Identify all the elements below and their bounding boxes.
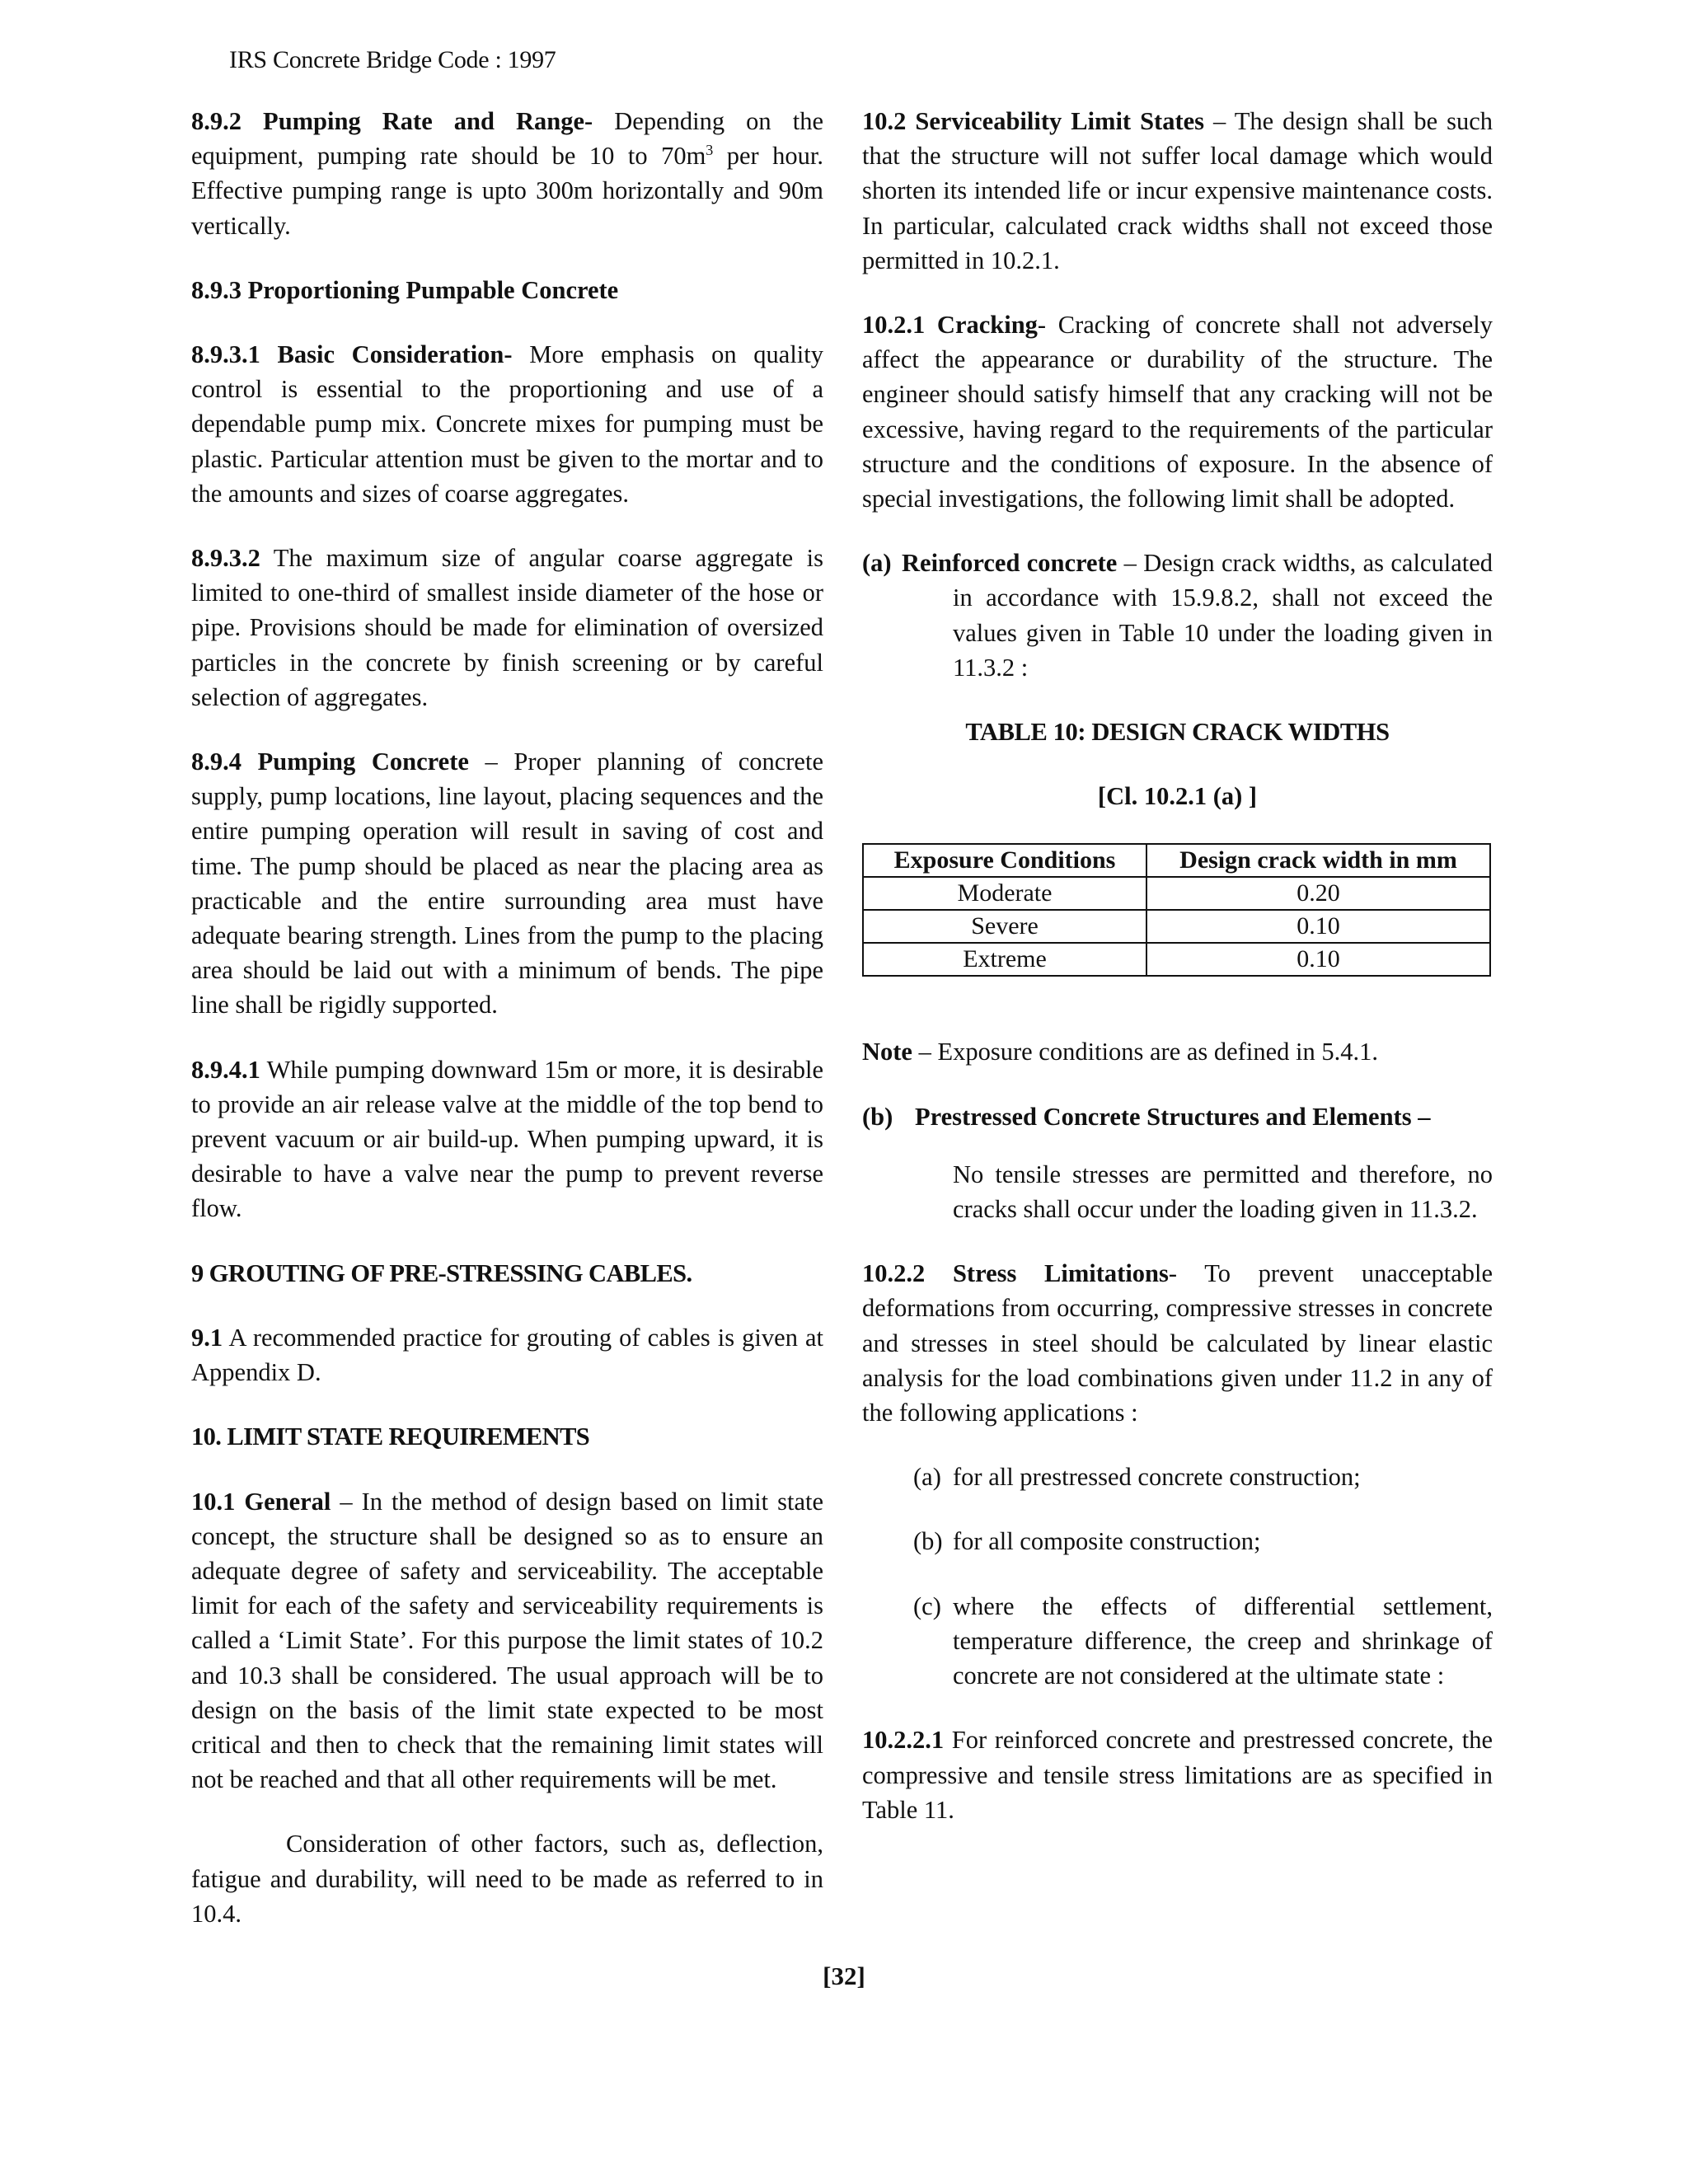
table-row xyxy=(863,877,1490,910)
table-cell: 0.10 xyxy=(1146,910,1490,943)
section-title: 8.9.3.2 xyxy=(191,544,260,573)
section-8-9-3-2 xyxy=(191,541,823,715)
note xyxy=(862,1034,1493,1069)
section-8-9-4-1 xyxy=(191,1052,823,1226)
section-10-2-2 xyxy=(862,1256,1493,1430)
section-text: Depending on the equipment, pumping rate should be 10 to 70m xyxy=(191,107,823,171)
table-reference: [Cl. 10.2.1 (a) ] xyxy=(1097,782,1258,811)
section-title: 8.9.4.1 xyxy=(191,1055,260,1084)
application-item xyxy=(862,1460,1493,1494)
section-10-1 xyxy=(191,1484,823,1797)
page-number: [32] xyxy=(823,1961,865,1990)
running-header: IRS Concrete Bridge Code : 1997 xyxy=(229,46,556,73)
section-text: – Proper planning of concrete supply, pump locations, line layout, placing sequences and the entire pumping operation will result in saving of cost and time. The pump should be placed as near the placing area as practicable and the entire surrounding area must have adequate bearing strength. Lines from the pump to the placing area should be laid out with a minimum of bends. The pipe line shall be rigidly supported. xyxy=(191,748,823,1019)
item-text: for all composite construction; xyxy=(953,1527,1261,1556)
table-cell: Severe xyxy=(863,910,1146,943)
section-title: 10.2 Serviceability Limit States xyxy=(862,107,1205,135)
note-title: Note xyxy=(862,1038,912,1066)
section-text: More emphasis on quality control is essential to the proportioning and use of a dependable pump mix. Concrete mixes for pumping must be plastic. Particular attention must be given to the mortar and to the amounts and sizes of coarse aggregates. xyxy=(191,340,823,508)
section-text: While pumping downward 15m or more, it is desirable to provide an air release valve at the middle of the top bend to prevent vacuum or air build-up. When pumping upward, it is desirable to have a valve near the pump to prevent reverse flow. xyxy=(191,1055,823,1223)
table-cell: Moderate xyxy=(863,877,1146,910)
section-text: per hour. Effective pumping range is upto 300m horizontally and 90m vertically. xyxy=(191,142,823,240)
table-row xyxy=(863,943,1490,976)
application-item xyxy=(862,1524,1493,1558)
item-text: where the effects of differential settlement, temperature difference, the creep and shrinkage of concrete are not considered at the ultimate state : xyxy=(953,1591,1493,1690)
section-title: 10.2.2.1 xyxy=(862,1726,945,1755)
item-prestressed-text: No tensile stresses are permitted and therefore, no cracks shall occur under the loading given in 11.3.2. xyxy=(953,1160,1493,1224)
section-text: For reinforced concrete and prestressed concrete, the compressive and tensile stress limitations are as specified in Table 11. xyxy=(862,1726,1493,1824)
table-header-row xyxy=(863,844,1490,877)
item-prestressed-concrete xyxy=(862,1099,1493,1134)
table-row xyxy=(863,910,1490,943)
section-title: 8.9.4 Pumping Concrete xyxy=(191,748,469,776)
table-header-cell: Design crack width in mm xyxy=(1146,844,1490,877)
table-header-cell: Exposure Conditions xyxy=(863,844,1146,877)
section-text: - To prevent unacceptable deformations from occurring, compressive stresses in concrete and stresses in steel should be calculated by linear elastic analysis for the load combinations given under 11.2 in any of the following applications : xyxy=(862,1259,1493,1427)
item-reinforced-concrete xyxy=(862,546,1493,685)
section-8-9-3-heading: 8.9.3 Proportioning Pumpable Concrete xyxy=(191,275,619,304)
item-label: (b) xyxy=(862,1102,893,1131)
section-10-2 xyxy=(862,104,1493,278)
section-8-9-3-1 xyxy=(191,337,823,511)
section-text: A recommended practice for grouting of cables is given at Appendix D. xyxy=(191,1323,823,1387)
section-title: 8.9.2 Pumping Rate and Range- xyxy=(191,107,593,135)
section-10-2-2-1 xyxy=(862,1722,1493,1827)
note-text: – Exposure conditions are as defined in 5.4.1. xyxy=(912,1038,1378,1066)
item-label: (c) xyxy=(913,1591,941,1620)
section-title: 10.2.2 Stress Limitations xyxy=(862,1259,1169,1288)
item-label: (b) xyxy=(913,1527,943,1556)
item-title: Reinforced concrete xyxy=(902,549,1118,578)
section-10-heading: 10. LIMIT STATE REQUIREMENTS xyxy=(191,1422,590,1451)
section-8-9-4 xyxy=(191,744,823,1023)
section-title: 10.2.1 Cracking xyxy=(862,311,1038,340)
section-10-2-1 xyxy=(862,307,1493,516)
section-text: – The design shall be such that the structure will not suffer local damage which would shorten its intended life or incur expensive maintenance costs. In particular, calculated crack widths shall not exceed those permitted in 10.2.1. xyxy=(862,107,1493,274)
superscript: 3 xyxy=(706,142,714,159)
item-label: (a) xyxy=(862,549,892,578)
section-title: 8.9.3.1 Basic Consideration- xyxy=(191,340,513,369)
section-9-heading: 9 GROUTING OF PRE-STRESSING CABLES. xyxy=(191,1258,692,1287)
table-cell: Extreme xyxy=(863,943,1146,976)
section-text: The maximum size of angular coarse aggregate is limited to one-third of smallest inside diameter of the hose or pipe. Provisions should be made for elimination of oversized particles in the concrete by finish screening or by careful selection of aggregates. xyxy=(191,544,823,711)
section-text: - Cracking of concrete shall not adversely affect the appearance or durability of the structure. The engineer should satisfy himself that any cracking will not be excessive, having regard to the requirements of the particular structure and the conditions of exposure. In the absence of special investigations, the following limit shall be adopted. xyxy=(862,311,1493,513)
table-cell: 0.10 xyxy=(1146,943,1490,976)
section-title: 9.1 xyxy=(191,1323,223,1352)
section-9-1 xyxy=(191,1320,823,1390)
table-title: TABLE 10: DESIGN CRACK WIDTHS xyxy=(965,718,1390,747)
item-label: (a) xyxy=(913,1463,941,1492)
left-column xyxy=(191,104,823,1961)
item-title: Prestressed Concrete Structures and Elements – xyxy=(915,1102,1431,1131)
design-crack-widths-table xyxy=(862,843,1491,977)
section-title: 10.1 General xyxy=(191,1487,331,1516)
item-text: for all prestressed concrete construction; xyxy=(953,1463,1361,1492)
item-text: – Design crack widths, as calculated in accordance with 15.9.8.2, shall not exceed the values given in Table 10 under the loading given in 11.3.2 : xyxy=(953,549,1493,682)
section-text: – In the method of design based on limit state concept, the structure shall be designed so as to ensure an adequate degree of safety and serviceability. The acceptable limit for each of the safety and serviceability requirements is called a ‘Limit State’. For this purpose the limit states of 10.2 and 10.3 shall be considered. The usual approach will be to design on the basis of the limit state expected to be most critical and then to check that the remaining limit states will not be reached and that all other requirements will be met. xyxy=(191,1487,823,1794)
right-column xyxy=(862,104,1493,1857)
section-10-1-continued: Consideration of other factors, such as, deflection, fatigue and durability, will need to be made as referred to in 10.4. xyxy=(191,1830,823,1928)
table-cell: 0.20 xyxy=(1146,877,1490,910)
application-item xyxy=(862,1589,1493,1694)
section-8-9-2 xyxy=(191,104,823,243)
